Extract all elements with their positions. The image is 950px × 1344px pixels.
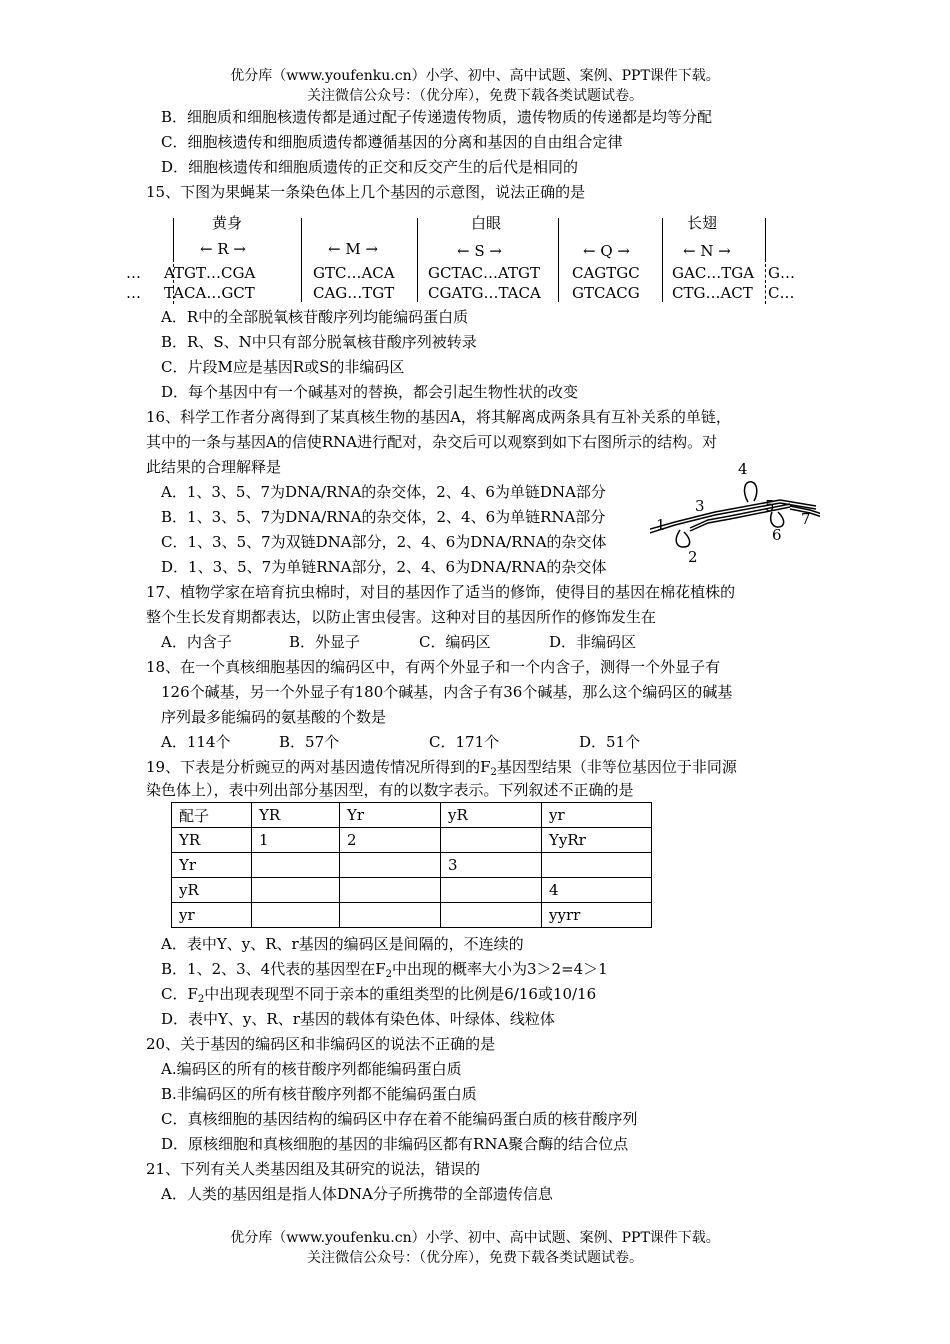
seq-s-top: GCTAC…ATGT: [428, 264, 540, 282]
q18-stem-line1: 18、在一个真核细胞基因的编码区中，有两个外显子和一个内含子，测得一个外显子有: [146, 658, 721, 676]
seq-n-bottom: CTG…ACT: [672, 284, 753, 302]
table-cell: yR: [172, 878, 252, 903]
gene-m-label: ← M →: [328, 240, 379, 258]
gene-r-label: ← R →: [200, 240, 246, 258]
seq-r-bottom: TACA…GCT: [164, 284, 255, 302]
q19-option-b-post: 中出现的概率大小为3＞2=4＞1: [391, 960, 608, 978]
table-cell: [542, 853, 652, 878]
table-cell: YR: [172, 828, 252, 853]
q18-option-d: D．51个: [579, 733, 641, 751]
q19-option-d: D．表中Y、y、R、r基因的载体有染色体、叶绿体、线粒体: [161, 1010, 555, 1028]
q15-option-a: A．R中的全部脱氧核苷酸序列均能编码蛋白质: [161, 308, 469, 326]
header-line-1: 优分库（www.youfenku.cn）小学、初中、高中试题、案例、PPT课件下载。: [230, 68, 720, 84]
table-cell: 2: [340, 828, 441, 853]
q16-stem-line2: 其中的一条与基因A的信使RNA进行配对，杂交后可以观察到如下右图所示的结构。对: [146, 433, 718, 451]
q14-option-b: B．细胞质和细胞核遗传都是通过配子传递遗传物质，遗传物质的传递都是均等分配: [161, 108, 713, 126]
table-cell: [340, 878, 441, 903]
q18-option-b: B．57个: [279, 733, 340, 751]
q18-stem-line3: 序列最多能编码的氨基酸的个数是: [161, 708, 387, 726]
figure-label-4: 4: [738, 460, 748, 478]
trait-long-wing: 长翅: [687, 214, 718, 232]
table-row: [172, 803, 652, 828]
gene-q-label: ← Q →: [583, 242, 630, 260]
gene-s-label: ← S →: [457, 242, 502, 260]
figure-label-5: 5: [765, 497, 775, 515]
q17-stem-line2: 整个生长发育期都表达，以防止害虫侵害。这种对目的基因所作的修饰发生在: [146, 608, 657, 626]
strand-dots: …: [126, 264, 141, 282]
gene-boundary: [662, 218, 663, 302]
table-cell: 1: [252, 828, 340, 853]
strand-dots: …: [126, 284, 141, 302]
q20-option-d: D．原核细胞和真核细胞的基因的非编码区都有RNA聚合酶的结合位点: [161, 1135, 629, 1153]
seq-n-top: GAC…TGA: [672, 264, 755, 282]
q14-option-d: D．细胞核遗传和细胞质遗传的正交和反交产生的后代是相同的: [161, 158, 579, 176]
footer-line-2: 关注微信公众号：（优分库），免费下载各类试题试卷。: [307, 1250, 643, 1266]
q17-option-b: B．外显子: [289, 633, 361, 651]
figure-label-7: 7: [801, 510, 811, 528]
q17-option-d: D．非编码区: [549, 633, 637, 651]
table-cell: [252, 903, 340, 928]
figure-label-6: 6: [772, 526, 782, 544]
seq-q-top: CAGTGC: [572, 264, 640, 282]
q20-option-b: B.非编码区的所有核苷酸序列都不能编码蛋白质: [161, 1085, 477, 1103]
q16-option-d: D．1、3、5、7为单链RNA部分，2、4、6为DNA/RNA的杂交体: [161, 558, 607, 576]
gene-boundary: [765, 218, 766, 262]
q21-stem: 21、下列有关人类基因组及其研究的说法，错误的: [146, 1160, 481, 1178]
q16-stem-line3: 此结果的合理解释是: [146, 458, 282, 476]
q16-option-b: B．1、3、5、7为DNA/RNA的杂交体，2、4、6为单链RNA部分: [161, 508, 606, 526]
table-cell: YyRr: [542, 828, 652, 853]
table-cell: [441, 828, 542, 853]
q15-option-d: D．每个基因中有一个碱基对的替换，都会引起生物性状的改变: [161, 383, 579, 401]
q20-option-c: C．真核细胞的基因结构的编码区中存在着不能编码蛋白质的核苷酸序列: [161, 1110, 638, 1128]
gene-boundary: [301, 218, 302, 302]
seq-tail-top: G…: [768, 264, 795, 282]
seq-tail-bottom: C…: [768, 284, 795, 302]
seq-s-bottom: CGATG…TACA: [428, 284, 541, 302]
q16-option-a: A．1、3、5、7为DNA/RNA的杂交体，2、4、6为单链DNA部分: [161, 483, 606, 501]
q19-stem-line2: 染色体上），表中列出部分基因型，有的以数字表示。下列叙述不正确的是: [146, 781, 634, 799]
dna-rna-hybrid-figure: [650, 456, 820, 568]
table-cell: yr: [172, 903, 252, 928]
q19-stem-part-a: 19、下表是分析豌豆的两对基因遗传情况所得到的F: [146, 758, 491, 776]
trait-yellow-body: 黄身: [212, 214, 243, 232]
q18-stem-line2: 126个碱基，另一个外显子有180个碱基，内含子有36个碱基，那么这个编码区的碱基: [161, 683, 733, 701]
table-cell: 3: [441, 853, 542, 878]
q19-option-c-pre: C．F: [161, 985, 198, 1003]
table-row: [172, 853, 652, 878]
table-cell: [441, 878, 542, 903]
table-cell: yR: [441, 803, 542, 828]
q19-stem-part-b: 基因型结果（非等位基因位于非同源: [496, 758, 737, 776]
q16-option-c: C．1、3、5、7为双链DNA部分，2、4、6为DNA/RNA的杂交体: [161, 533, 607, 551]
table-cell: [340, 853, 441, 878]
table-cell: YR: [252, 803, 340, 828]
genotype-table: [171, 802, 652, 928]
figure-label-2: 2: [688, 548, 698, 566]
q18-option-a: A．114个: [161, 733, 231, 751]
gene-boundary: [558, 218, 559, 302]
seq-q-bottom: GTCACG: [572, 284, 640, 302]
table-row: [172, 828, 652, 853]
gene-boundary: [417, 218, 418, 302]
footer-line-1: 优分库（www.youfenku.cn）小学、初中、高中试题、案例、PPT课件下载。: [230, 1230, 720, 1246]
chromosome-gene-diagram: [120, 212, 810, 308]
q20-option-a: A.编码区的所有的核苷酸序列都能编码蛋白质: [161, 1060, 462, 1078]
trait-white-eye: 白眼: [471, 214, 502, 232]
table-cell: [441, 903, 542, 928]
table-cell: yr: [542, 803, 652, 828]
seq-r-top: ATGT…CGA: [164, 264, 256, 282]
table-row: [172, 878, 652, 903]
q19-option-c-sub: 2: [197, 994, 205, 1005]
q19-option-b: [161, 959, 608, 985]
q17-option-a: A．内含子: [161, 633, 232, 651]
q19-option-c-post: 中出现表现型不同于亲本的重组类型的比例是6/16或10/16: [204, 985, 597, 1003]
table-cell: Yr: [340, 803, 441, 828]
q17-option-c: C．编码区: [419, 633, 491, 651]
q15-option-b: B．R、S、N中只有部分脱氧核苷酸序列被转录: [161, 333, 477, 351]
table-cell: [252, 853, 340, 878]
q14-option-c: C．细胞核遗传和细胞质遗传都遵循基因的分离和基因的自由组合定律: [161, 133, 623, 151]
table-cell: Yr: [172, 853, 252, 878]
table-row: [172, 903, 652, 928]
header-line-2: 关注微信公众号：（优分库），免费下载各类试题试卷。: [307, 88, 643, 104]
gene-n-label: ← N →: [683, 242, 731, 260]
table-cell: yyrr: [542, 903, 652, 928]
q19-option-b-sub: 2: [385, 969, 392, 980]
q19-option-a: A．表中Y、y、R、r基因的编码区是间隔的，不连续的: [161, 935, 524, 953]
q19-option-b-pre: B．1、2、3、4代表的基因型在F: [161, 960, 386, 978]
q15-option-c: C．片段M应是基因R或S的非编码区: [161, 358, 405, 376]
q19-stem-subscript: 2: [490, 767, 497, 778]
q21-option-a: A．人类的基因组是指人体DNA分子所携带的全部遗传信息: [161, 1185, 553, 1203]
q18-option-c: C．171个: [429, 733, 500, 751]
table-cell: 配子: [172, 803, 252, 828]
table-cell: 4: [542, 878, 652, 903]
q19-option-c: [161, 984, 596, 1010]
q16-stem-line1: 16、科学工作者分离得到了某真核生物的基因A，将其解离成两条具有互补关系的单链，: [146, 408, 731, 426]
q17-stem-line1: 17、植物学家在培育抗虫棉时，对目的基因作了适当的修饰，使得目的基因在棉花植株的: [146, 583, 736, 601]
table-cell: [252, 878, 340, 903]
seq-m-top: GTC…ACA: [313, 264, 395, 282]
gene-boundary: [765, 264, 766, 304]
q15-stem: 15、下图为果蝇某一条染色体上几个基因的示意图，说法正确的是: [146, 183, 586, 201]
figure-label-1: 1: [656, 516, 666, 534]
seq-m-bottom: CAG…TGT: [313, 284, 395, 302]
gene-boundary: [173, 218, 174, 262]
q20-stem: 20、关于基因的编码区和非编码区的说法不正确的是: [146, 1035, 496, 1053]
figure-label-3: 3: [695, 497, 705, 515]
table-cell: [340, 903, 441, 928]
